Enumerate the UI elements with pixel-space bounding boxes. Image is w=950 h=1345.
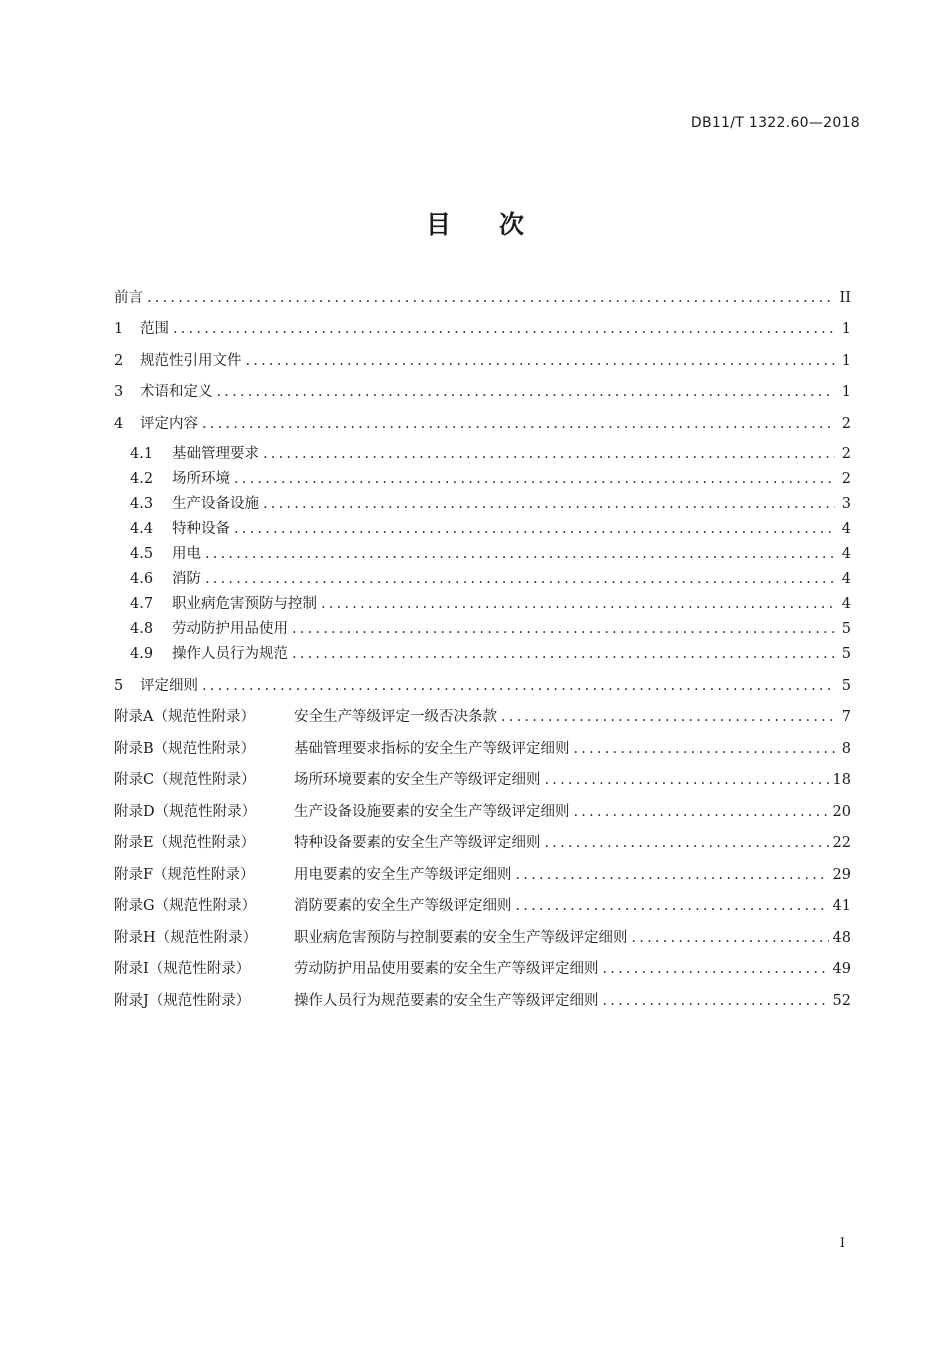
toc-entry[interactable]: [114, 443, 851, 468]
toc-dot-leader: [603, 957, 829, 981]
toc-entry-page: 2: [841, 415, 851, 432]
toc-entry-label: 范围: [140, 321, 169, 338]
toc-entry[interactable]: [114, 705, 851, 737]
toc-entry-number: 2: [114, 352, 124, 369]
toc-entry-page: 1: [841, 321, 851, 338]
toc-entry-page: 48: [832, 929, 851, 946]
toc-entry-page: 5: [841, 677, 851, 694]
toc-appendix-prefix: 附录J（规范性附录）: [114, 992, 251, 1009]
toc-entry[interactable]: [114, 543, 851, 568]
page-title: 目次: [425, 210, 572, 239]
toc-entry-label: 基础管理要求: [172, 445, 259, 462]
toc-dot-leader: [516, 863, 829, 887]
toc-entry[interactable]: [114, 831, 851, 863]
toc-entry-label: 评定内容: [140, 415, 198, 432]
toc-entry-label: 特种设备: [172, 520, 230, 537]
toc-entry-page: 1: [841, 384, 851, 401]
toc-dot-leader: [246, 349, 836, 373]
toc-appendix-prefix: 附录C（规范性附录）: [114, 772, 256, 789]
toc-appendix-prefix: 附录F（规范性附录）: [114, 866, 255, 883]
toc-entry-page: 52: [832, 992, 851, 1009]
toc-entry-label: 生产设备设施: [172, 495, 259, 512]
toc-entry[interactable]: [114, 286, 851, 317]
toc-dot-leader: [545, 831, 829, 855]
toc-entry[interactable]: [114, 863, 851, 895]
toc-entry-label: 特种设备要素的安全生产等级评定细则: [294, 835, 541, 852]
toc-entry[interactable]: [114, 737, 851, 769]
toc-entry-page: 20: [832, 803, 851, 820]
toc-entry-page: 3: [841, 495, 851, 512]
toc-entry[interactable]: [114, 768, 851, 800]
toc-dot-leader: [545, 768, 829, 792]
toc-entry-label: 操作人员行为规范要素的安全生产等级评定细则: [294, 992, 599, 1009]
toc-entry-label: 劳动防护用品使用: [172, 620, 288, 637]
toc-entry-label: 场所环境: [172, 470, 230, 487]
toc-entry-number: 4.5: [130, 545, 154, 562]
toc-entry[interactable]: [114, 618, 851, 643]
toc-entry[interactable]: [114, 593, 851, 618]
toc-entry-number: 4.7: [130, 595, 154, 612]
toc-entry-page: 4: [841, 570, 851, 587]
toc-entry-number: 4.8: [130, 620, 154, 637]
toc-entry-page: 4: [841, 545, 851, 562]
toc-entry-label: 基础管理要求指标的安全生产等级评定细则: [294, 740, 570, 757]
toc-dot-leader: [321, 593, 835, 615]
toc-entry-page: 2: [841, 470, 851, 487]
toc-entry-label: 生产设备设施要素的安全生产等级评定细则: [294, 803, 570, 820]
toc-entry-label: 评定细则: [140, 677, 198, 694]
document-code: DB11/T 1322.60—2018: [690, 115, 860, 131]
toc-entry-number: 4.4: [130, 520, 154, 537]
toc-dot-leader: [603, 989, 829, 1013]
toc-dot-leader: [173, 317, 835, 341]
toc-dot-leader: [263, 493, 835, 515]
toc-entry[interactable]: [114, 317, 851, 348]
toc-entry-page: 2: [841, 445, 851, 462]
toc-entry-page: 5: [841, 645, 851, 662]
toc-entry-page: 29: [832, 866, 851, 883]
toc-appendix-prefix: 附录E（规范性附录）: [114, 835, 256, 852]
toc-entry-label: 术语和定义: [140, 384, 213, 401]
toc-appendix-prefix: 附录D（规范性附录）: [114, 803, 257, 820]
toc-entry-label: 用电要素的安全生产等级评定细则: [294, 866, 512, 883]
toc-entry[interactable]: [114, 468, 851, 493]
toc-entry-number: 4.1: [130, 445, 154, 462]
toc-entry-number: 4: [114, 415, 124, 432]
toc-entry-label: 消防要素的安全生产等级评定细则: [294, 898, 512, 915]
toc-dot-leader: [263, 443, 835, 465]
toc-dot-leader: [205, 568, 835, 590]
toc-dot-leader: [202, 412, 835, 436]
toc-entry-label: 场所环境要素的安全生产等级评定细则: [294, 772, 541, 789]
toc-appendix-prefix: 附录I（规范性附录）: [114, 961, 251, 978]
toc-entry-page: 41: [832, 898, 851, 915]
toc-entry[interactable]: [114, 957, 851, 989]
toc-entry-number: 1: [114, 321, 124, 338]
toc-dot-leader: [217, 380, 836, 404]
toc-entry-label: 前言: [114, 290, 143, 306]
toc-entry-page: II: [839, 290, 851, 306]
toc-entry-page: 4: [841, 595, 851, 612]
toc-entry-page: 7: [841, 709, 851, 726]
toc-dot-leader: [234, 468, 835, 490]
toc-entry-number: 4.3: [130, 495, 154, 512]
toc-entry[interactable]: [114, 568, 851, 593]
toc-appendix-prefix: 附录G（规范性附录）: [114, 898, 257, 915]
toc-entry-label: 用电: [172, 545, 201, 562]
toc-dot-leader: [205, 543, 835, 565]
toc-entry-page: 5: [841, 620, 851, 637]
toc-entry[interactable]: [114, 518, 851, 543]
table-of-contents: [114, 286, 851, 1020]
toc-entry-page: 49: [832, 961, 851, 978]
toc-dot-leader: [574, 737, 836, 761]
toc-entry-page: 8: [841, 740, 851, 757]
toc-entry-label: 劳动防护用品使用要素的安全生产等级评定细则: [294, 961, 599, 978]
toc-entry-label: 消防: [172, 570, 201, 587]
toc-entry-number: 5: [114, 677, 124, 694]
toc-dot-leader: [632, 926, 829, 950]
toc-entry-page: 4: [841, 520, 851, 537]
toc-entry-label: 规范性引用文件: [140, 352, 242, 369]
toc-dot-leader: [202, 674, 835, 698]
toc-appendix-prefix: 附录B（规范性附录）: [114, 740, 256, 757]
toc-entry[interactable]: [114, 674, 851, 705]
footer-page-number: I: [839, 1236, 845, 1251]
toc-entry[interactable]: [114, 493, 851, 518]
toc-dot-leader: [516, 894, 829, 918]
toc-entry[interactable]: [114, 800, 851, 832]
toc-entry-number: 4.9: [130, 645, 154, 662]
toc-appendix-prefix: 附录A（规范性附录）: [114, 709, 255, 726]
toc-entry[interactable]: [114, 894, 851, 926]
toc-entry[interactable]: [114, 643, 851, 674]
toc-dot-leader: [574, 800, 829, 824]
toc-entry[interactable]: [114, 380, 851, 411]
toc-entry[interactable]: [114, 412, 851, 443]
toc-entry[interactable]: [114, 926, 851, 958]
toc-entry-page: 22: [832, 835, 851, 852]
toc-dot-leader: [501, 705, 835, 729]
toc-entry[interactable]: [114, 989, 851, 1021]
toc-entry-page: 18: [832, 772, 851, 789]
toc-entry[interactable]: [114, 349, 851, 380]
toc-entry-number: 4.6: [130, 570, 154, 587]
toc-dot-leader: [234, 518, 835, 540]
toc-dot-leader: [292, 618, 835, 640]
toc-entry-label: 职业病危害预防与控制要素的安全生产等级评定细则: [294, 929, 628, 946]
toc-entry-label: 安全生产等级评定一级否决条款: [294, 709, 497, 726]
toc-dot-leader: [292, 643, 835, 665]
toc-entry-label: 职业病危害预防与控制: [172, 595, 317, 612]
toc-dot-leader: [147, 286, 835, 310]
toc-entry-number: 4.2: [130, 470, 154, 487]
toc-entry-number: 3: [114, 384, 124, 401]
toc-entry-page: 1: [841, 352, 851, 369]
toc-entry-label: 操作人员行为规范: [172, 645, 288, 662]
toc-appendix-prefix: 附录H（规范性附录）: [114, 929, 258, 946]
